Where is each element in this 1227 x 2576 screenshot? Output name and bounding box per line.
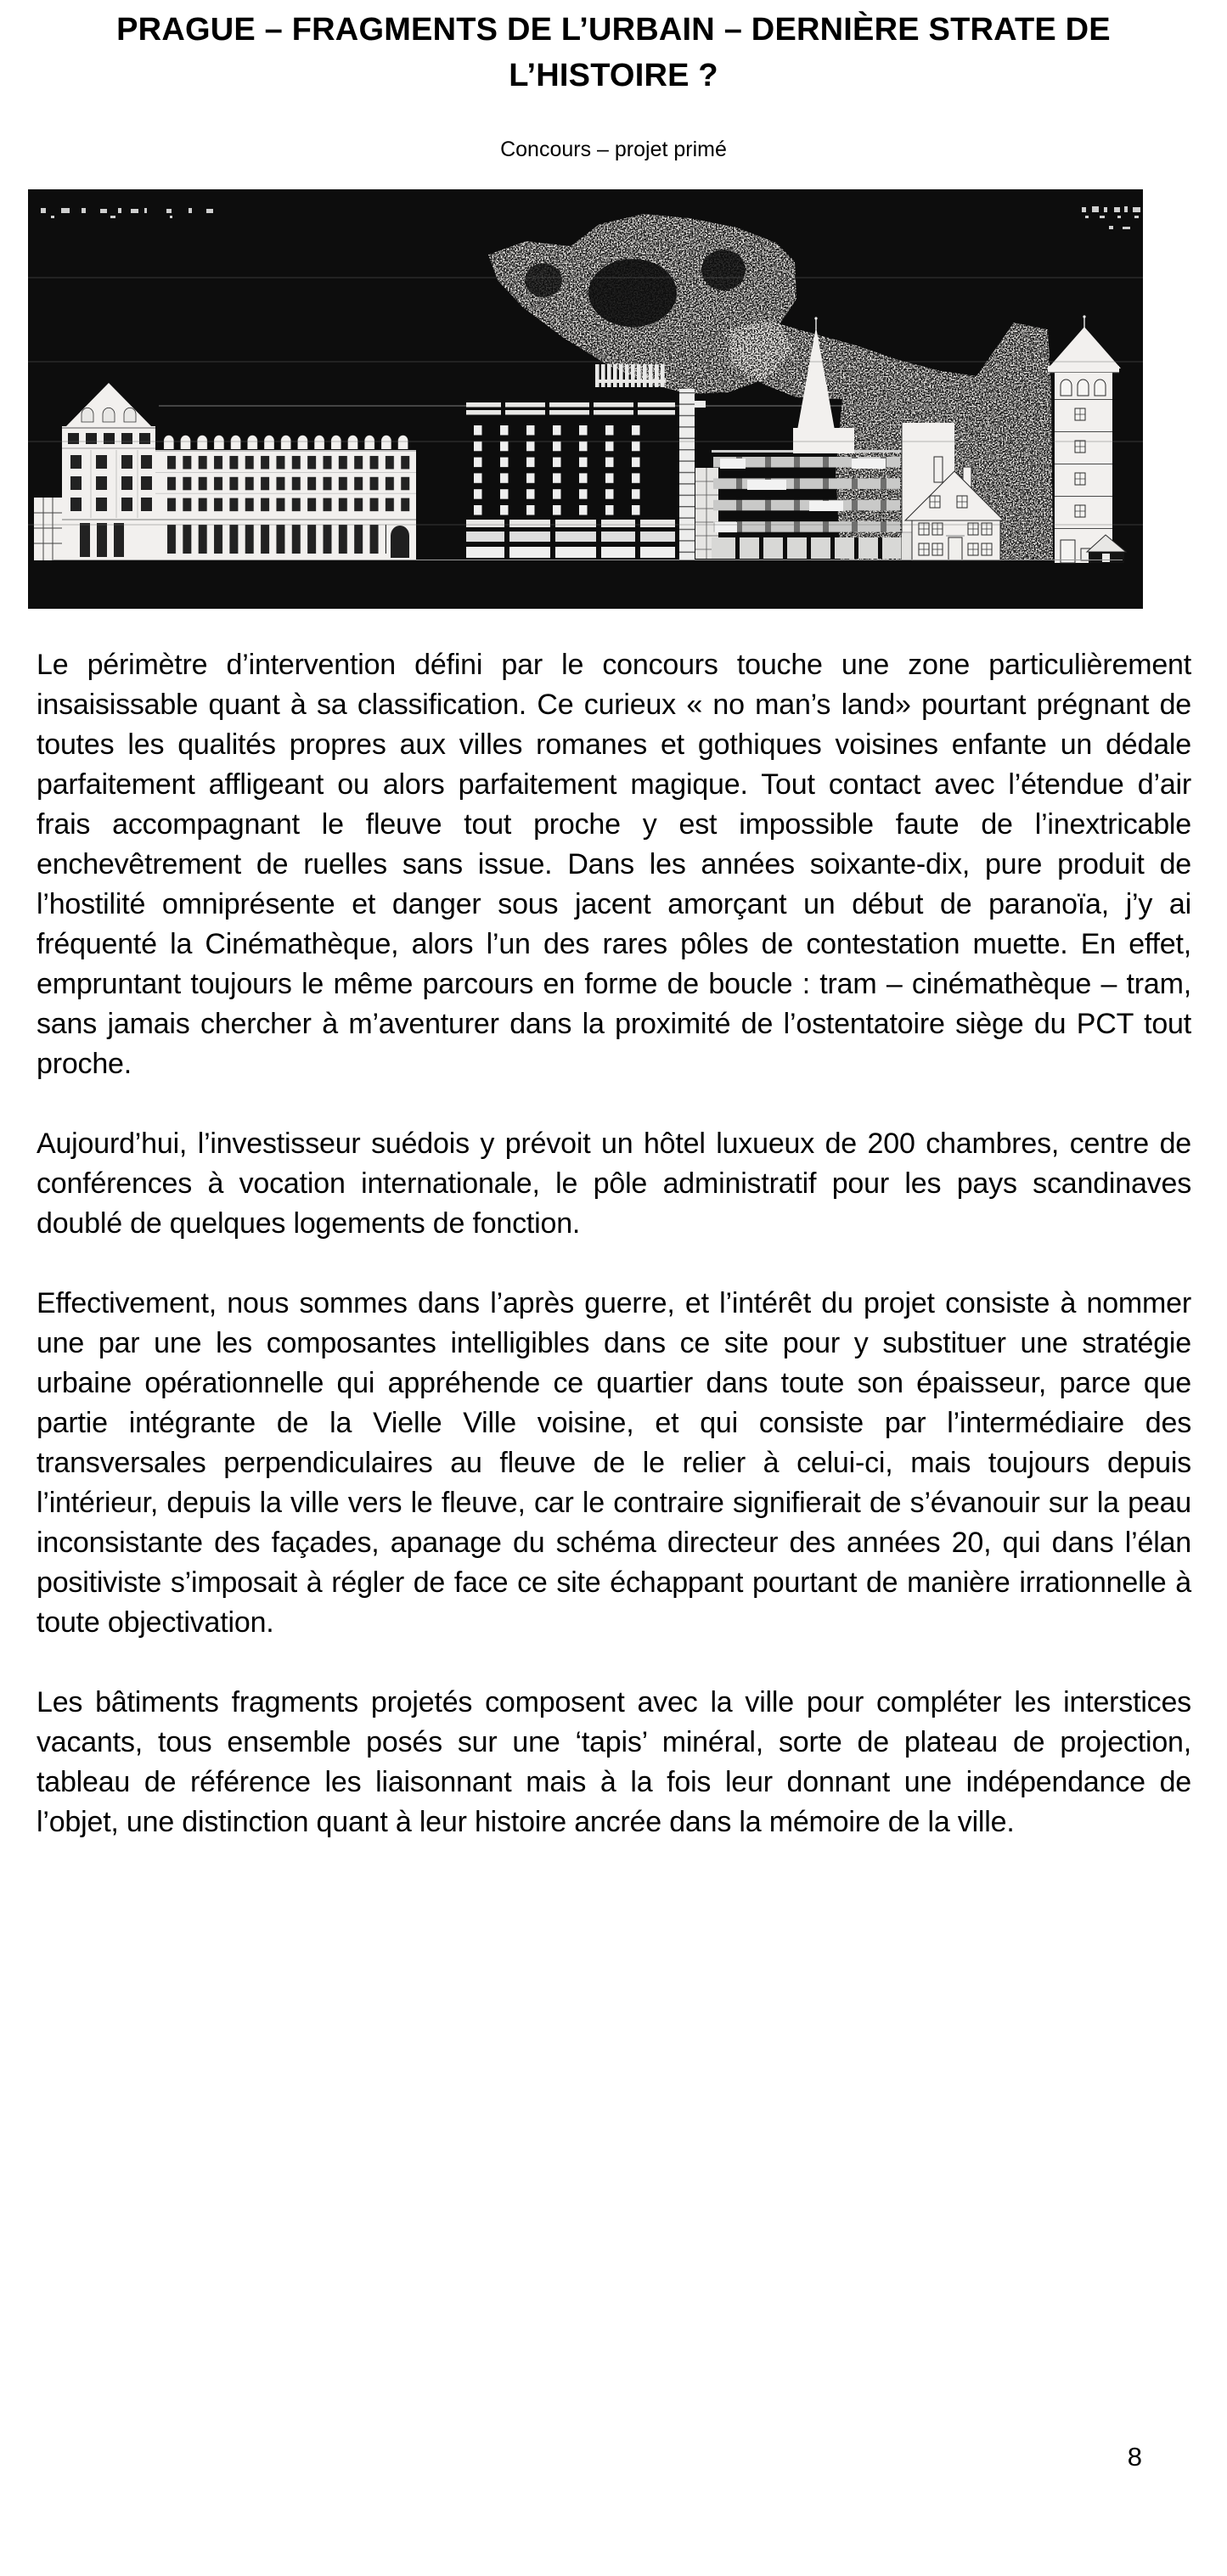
pediment-windows (82, 408, 136, 422)
tower-arched-windows (1061, 380, 1106, 396)
page-title: PRAGUE – FRAGMENTS DE L’URBAIN – DERNIÈRE STRATE DE L’HISTOIRE ? (116, 12, 1111, 93)
ground-windows (164, 525, 386, 557)
arched-portal (391, 526, 409, 558)
house-door (948, 537, 962, 560)
slab-window-grid (474, 425, 658, 520)
tower-door (1061, 540, 1075, 563)
paragraph-4: Les bâtiments fragments projetés composent avec la ville pour compléter les interstices vacants, tous ensemble posés sur une ‘tapis’ minéral, sorte de plateau de projection, tableau de référence les liaisonnant mais à la fois leur donnant une indépendance de l’objet, une distinction quant à leur histoire ancrée dans la mémoire de la ville. (37, 1686, 1191, 1838)
tower-doors (80, 523, 124, 557)
paragraph-2: Aujourd’hui, l’investisseur suédois y prévoit un hôtel luxueux de 200 chambres, centre de conférences à vocation internationale, le pôle administratif pour les pays scandinaves doublé de quelques logements de fonction. (37, 1128, 1191, 1240)
window-grid (164, 453, 414, 515)
glazed-annex (34, 498, 62, 560)
elevation-figure (28, 189, 1143, 609)
paragraph-3: Effectivement, nous sommes dans l’après guerre, et l’intérêt du projet consiste à nommer une par une les composantes intelligibles dans ce site pour y substituer une stratégie urbaine opérationnelle qui appréhende ce quartier dans toute son épaisseur, parce que partie intégrante de la Vielle Ville voisine, et qui consiste par l’intermédiaire des transversales perpendiculaires au fleuve de le relier à celui-ci, mais toujours depuis l’intérieur, depuis la ville vers le fleuve, car le contraire signifierait de s’évanouir sur la peau inconsistante des façades, apanage du schéma directeur des années 20, qui dans l’élan positiviste s’imposait à régler de face ce site échappant pourtant de manière irrationnelle à toute objectivation. (37, 1287, 1191, 1639)
body-text (37, 645, 1191, 1882)
building-glass-mid (712, 450, 902, 559)
dormer-row (160, 430, 412, 449)
page-number: 8 (1127, 2442, 1142, 2472)
paragraph-1: Le périmètre d’intervention défini par le concours touche une zone particulièrement insaisissable quant à sa classification. Ce curieux « no man’s land» pourtant prégnant de toutes les qualités propres aux villes romanes et gothiques voisines enfante un dédale parfaitement affligeant ou alors parfaitement magique. Tout contact avec l’étendue d’air frais accompagnant le fleuve tout proche y est impossible faute de l’inextricable enchevêtrement de ruelles sans issue. Dans les années soixante-dix, pure produit de l’hostilité omniprésente et danger sous jacent amorçant un début de paranoïa, j’y ai fréquenté la Cinémathèque, alors l’un des rares pôles de contestation muette. En effet, empruntant toujours le même parcours en forme de boucle : tram – cinémathèque – tram, sans jamais chercher à m’aventurer dans la proximité de l’ostentatoire siège du PCT tout proche. (37, 649, 1191, 1080)
page-subtitle: Concours – projet primé (500, 138, 727, 161)
rooftop-pavilion (595, 364, 666, 387)
